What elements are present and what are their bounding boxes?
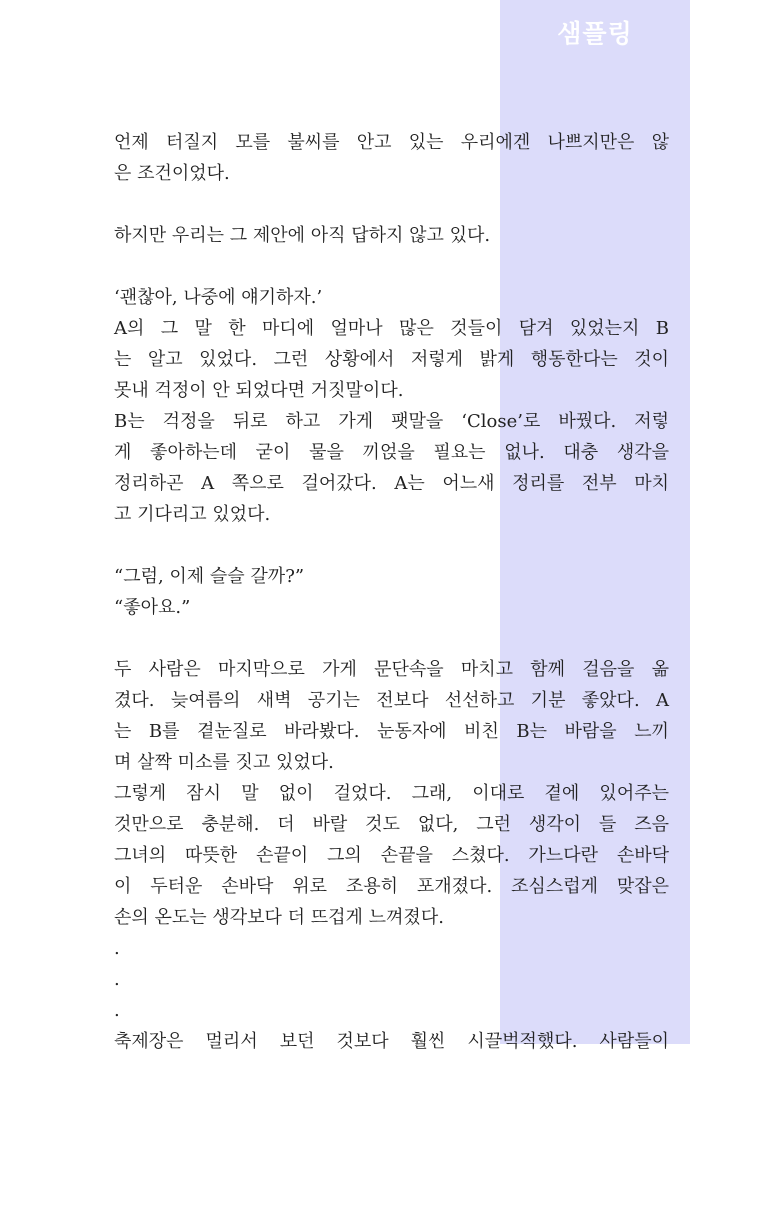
document-body — [114, 127, 669, 1057]
text-line: 두 사람은 마지막으로 가게 문단속을 마치고 함께 걸음을 옮 — [114, 659, 669, 680]
text-line: 것만으로 충분해. 더 바랄 것도 없다, 그런 생각이 들 즈음 — [114, 814, 669, 835]
ellipsis-dot: . — [114, 938, 120, 959]
text-line: 그녀의 따뜻한 손끝이 그의 손끝을 스쳤다. 가느다란 손바닥 — [114, 845, 669, 866]
paragraph-gap — [114, 623, 669, 654]
text-line: 는 B를 곁눈질로 바라봤다. 눈동자에 비친 B는 바람을 느끼 — [114, 721, 669, 742]
ellipsis-dot: . — [114, 969, 120, 990]
text-line: 이 두터운 손바닥 위로 조용히 포개졌다. 조심스럽게 맞잡은 — [114, 876, 669, 897]
text-line: “좋아요.” — [114, 597, 191, 618]
paragraph-gap — [114, 189, 669, 220]
paragraph-gap — [114, 530, 669, 561]
text-line: B는 걱정을 뒤로 하고 가게 팻말을 ‘Close’로 바꿨다. 저렇 — [114, 411, 669, 432]
text-line: 정리하곤 A 쪽으로 걸어갔다. A는 어느새 정리를 전부 마치 — [114, 473, 669, 494]
text-line: 언제 터질지 모를 불씨를 안고 있는 우리에겐 나쁘지만은 않 — [114, 132, 669, 153]
text-line: 못내 걱정이 안 되었다면 거짓말이다. — [114, 380, 404, 401]
text-line: A의 그 말 한 마디에 얼마나 많은 것들이 담겨 있었는지 B — [114, 318, 669, 339]
text-line: 며 살짝 미소를 짓고 있었다. — [114, 752, 334, 773]
text-line: 는 알고 있었다. 그런 상황에서 저렇게 밝게 행동한다는 것이 — [114, 349, 669, 370]
text-line: 고 기다리고 있었다. — [114, 504, 271, 525]
text-line: 하지만 우리는 그 제안에 아직 답하지 않고 있다. — [114, 225, 491, 246]
text-line: 은 조건이었다. — [114, 163, 230, 184]
text-line: 손의 온도는 생각보다 더 뜨겁게 느껴졌다. — [114, 907, 444, 928]
text-line: “그럼, 이제 슬슬 갈까?” — [114, 566, 305, 587]
paragraph-gap — [114, 251, 669, 282]
text-line: 겼다. 늦여름의 새벽 공기는 전보다 선선하고 기분 좋았다. A — [114, 690, 669, 711]
ellipsis-dot: . — [114, 1000, 120, 1021]
text-line: 축제장은 멀리서 보던 것보다 훨씬 시끌벅적했다. 사람들이 — [114, 1031, 669, 1052]
sample-watermark-label: 샘플링 — [557, 19, 633, 48]
text-line: 게 좋아하는데 굳이 물을 끼얹을 필요는 없나. 대충 생각을 — [114, 442, 669, 463]
text-line: ‘괜찮아, 나중에 얘기하자.’ — [114, 287, 323, 308]
text-line: 그렇게 잠시 말 없이 걸었다. 그래, 이대로 곁에 있어주는 — [114, 783, 669, 804]
